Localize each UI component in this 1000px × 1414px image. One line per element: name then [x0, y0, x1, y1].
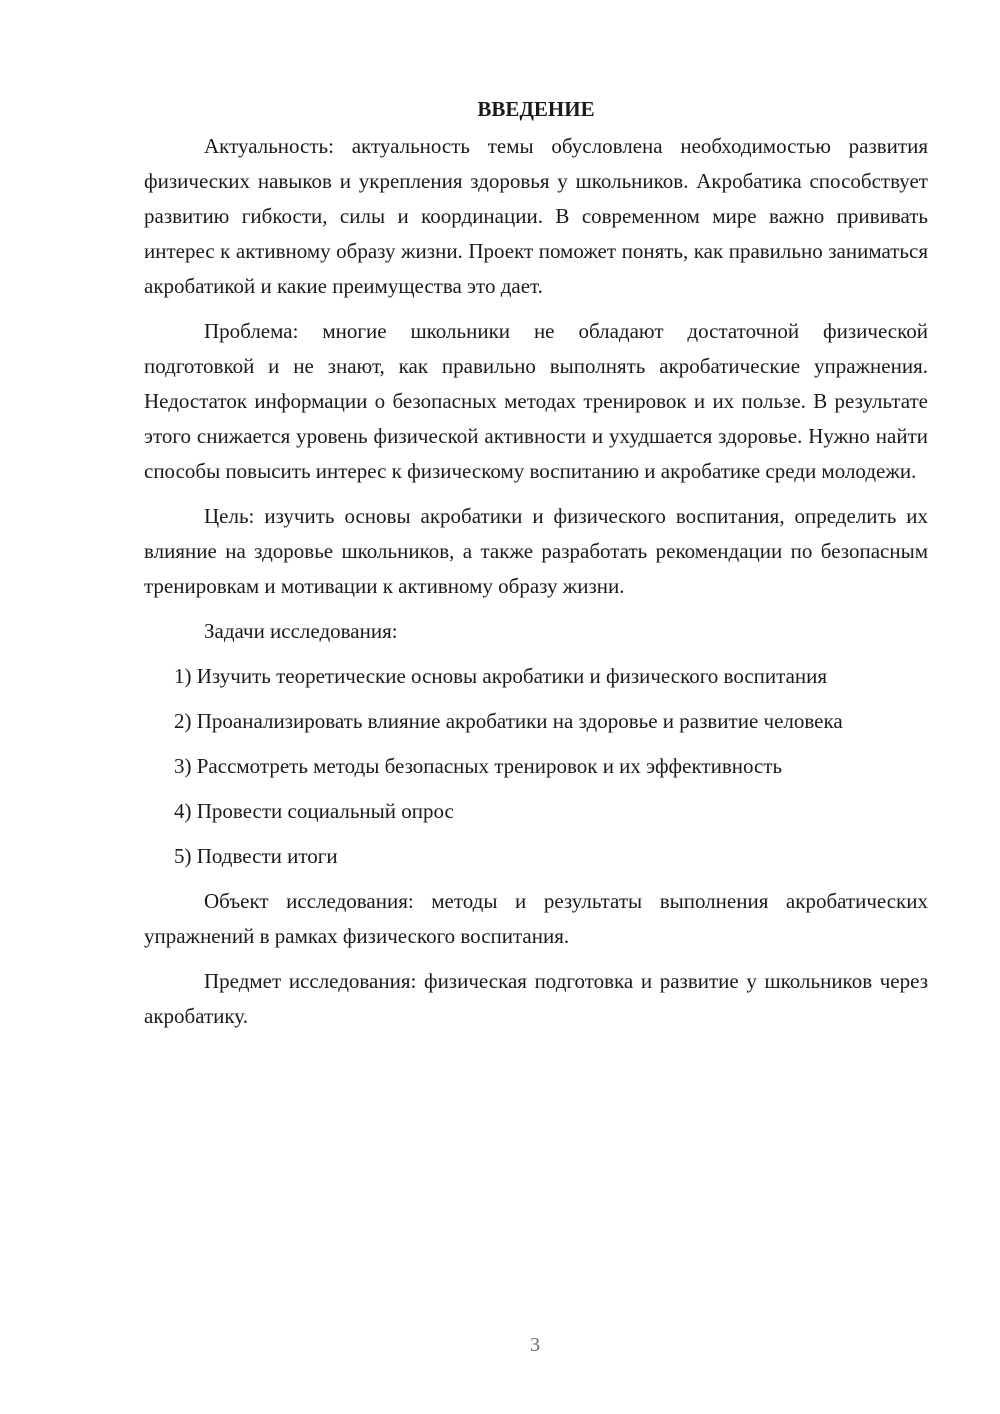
- task-item-5: 5) Подвести итоги: [174, 844, 338, 868]
- object-paragraph: Объект исследования: методы и результаты выполнения акробатических упражнений в рамках физического воспитания.: [144, 889, 928, 948]
- task-item-2: 2) Проанализировать влияние акробатики на здоровье и развитие человека: [174, 709, 843, 733]
- goal-paragraph: Цель: изучить основы акробатики и физического воспитания, определить их влияние на здоровье школьников, а также разработать рекомендации по безопасным тренировкам и мотивации к активному образу жизни.: [144, 504, 928, 598]
- subject-paragraph: Предмет исследования: физическая подготовка и развитие у школьников через акробатику.: [144, 969, 928, 1028]
- relevance-paragraph: Актуальность: актуальность темы обусловлена необходимостью развития физических навыков и укрепления здоровья у школьников. Акробатика способствует развитию гибкости, силы и координации. В современном мире важно прививать интерес к активному образу жизни. Проект поможет понять, как правильно заниматься акробатикой и какие преимущества это дает.: [144, 134, 928, 298]
- page-title: ВВЕДЕНИЕ: [477, 97, 595, 121]
- tasks-title: Задачи исследования:: [204, 619, 398, 643]
- task-item-4: 4) Провести социальный опрос: [174, 799, 454, 823]
- task-item-1: 1) Изучить теоретические основы акробатики и физического воспитания: [174, 664, 828, 688]
- problem-paragraph: Проблема: многие школьники не обладают достаточной физической подготовкой и не знают, как правильно выполнять акробатические упражнения. Недостаток информации о безопасных методах тренировок и их пользе. В результате этого снижается уровень физической активности и ухудшается здоровье. Нужно найти способы повысить интерес к физическому воспитанию и акробатике среди молодежи.: [144, 319, 928, 483]
- page-number: 3: [530, 1334, 540, 1356]
- task-item-3: 3) Рассмотреть методы безопасных тренировок и их эффективность: [174, 754, 783, 778]
- document-body: [144, 92, 928, 1044]
